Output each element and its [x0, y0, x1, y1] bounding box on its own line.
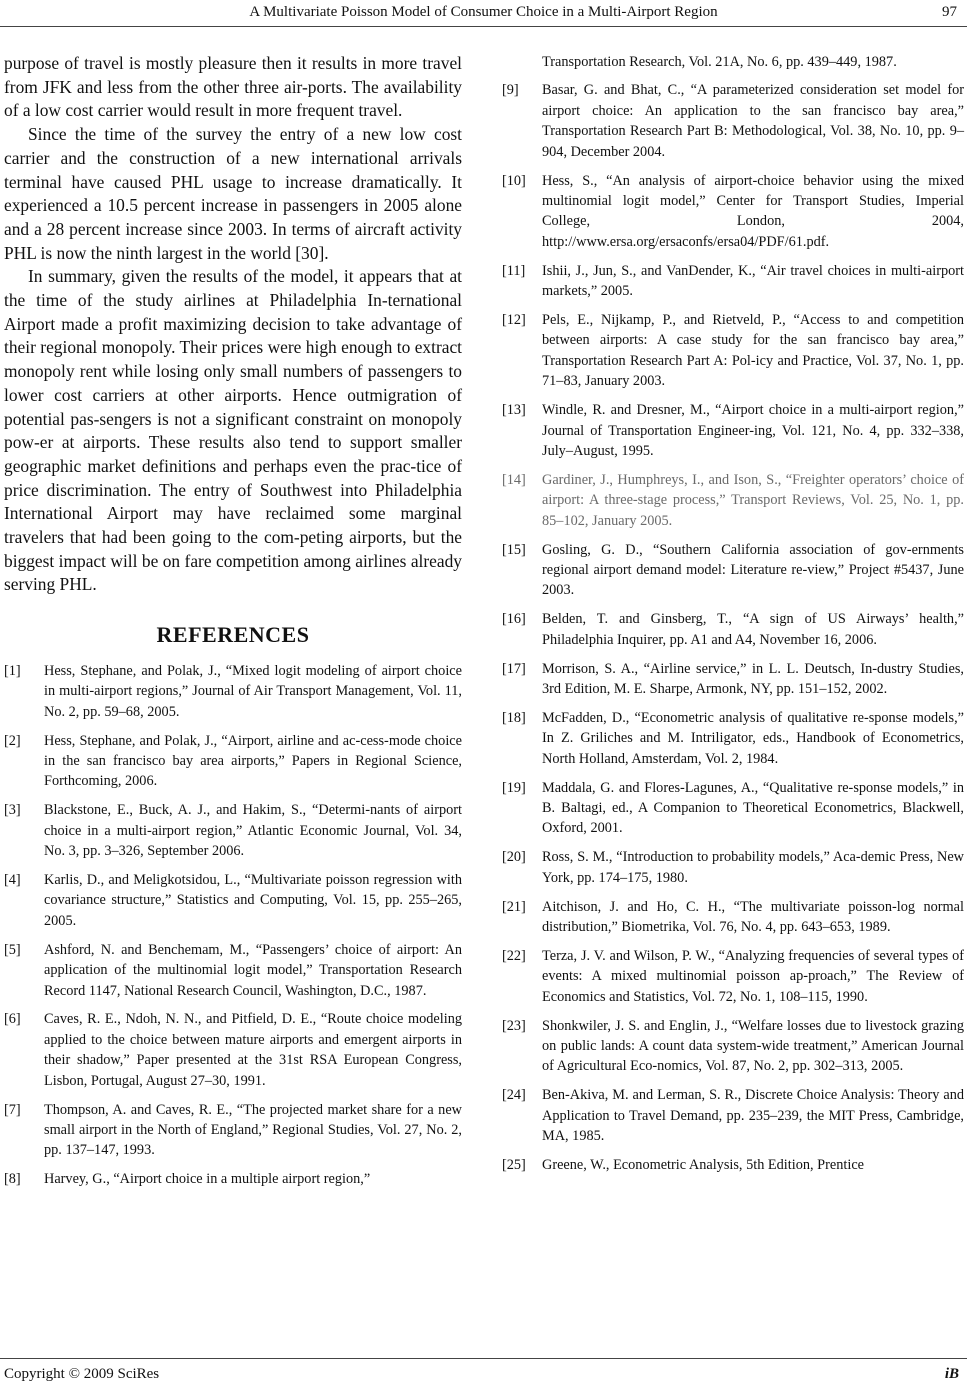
reference-item: [4, 870, 462, 931]
reference-number: [13]: [502, 402, 526, 419]
reference-text: Basar, G. and Bhat, C., “A parameterized consideration set model for airport choice: An application to the san francisco bay area,” Transportation Research Part B: Methodological, Vol. 38, No. 10, pp. 9–904, December 2004.: [542, 82, 964, 160]
reference-number: [1]: [4, 662, 21, 679]
page-header: [0, 0, 967, 28]
reference-text: Windle, R. and Dresner, M., “Airport choice in a multi-airport region,” Journal of Transportation Engineer-ing, Vol. 121, No. 4, pp. 332–338, July–August, 1995.: [542, 402, 964, 459]
footer-rule: [0, 1358, 967, 1359]
reference-text: Ishii, J., Jun, S., and VanDender, K., “Air travel choices in multi-airport markets,” 2005.: [542, 262, 964, 300]
reference-text: Caves, R. E., Ndoh, N. N., and Pitfield, D. E., “Route choice modeling applied to the choice between mature airports and emergent airports in their shadow,” Paper presented at the 31st RSA European Congress, Lisbon, Portugal, August 27–30, 1991.: [44, 1011, 462, 1089]
reference-text: Maddala, G. and Flores-Lagunes, A., “Qualitative re-sponse models,” in B. Baltagi, ed., A Companion to Theoretical Econometrics, Blackwell, Oxford, 2001.: [542, 779, 964, 837]
reference-item: [4, 940, 462, 1001]
reference-text: Pels, E., Nijkamp, P., and Rietveld, P., “Access to and competition between airports: A case study for the san francisco bay area,” Transportation Research Part A: Pol-icy and Practice, Vol. 37, No. 1, pp. 71–83, January 2003.: [542, 311, 964, 390]
reference-item: [502, 540, 964, 601]
reference-number: [22]: [502, 947, 526, 964]
left-column: [4, 52, 462, 1198]
right-column: [502, 52, 964, 1184]
reference-text: Hess, S., “An analysis of airport-choice behavior using the mixed multinomial logit model,” Center for Transport Studies, Imperial College, London, 2004, http://www.ersa.org/ersaconfs/ersa04/PDF/61.pdf.: [542, 172, 964, 250]
reference-text: Aitchison, J. and Ho, C. H., “The multivariate poisson-log normal distribution,” Biometrika, Vol. 76, No. 4, pp. 643–653, 1989.: [542, 898, 964, 936]
reference-item: [502, 261, 964, 302]
reference-item: [502, 310, 964, 392]
reference-item: [502, 659, 964, 700]
reference-text: Gardiner, J., Humphreys, I., and Ison, S., “Freighter operators’ choice of airport: A three-stage process,” Transport Reviews, Vol. 25, No. 1, pp. 85–102, January 2005.: [542, 471, 964, 529]
reference-text: Harvey, G., “Airport choice in a multiple airport region,”: [44, 1171, 371, 1188]
reference-number: [24]: [502, 1087, 526, 1104]
reference-text: Belden, T. and Ginsberg, T., “A sign of US Airways’ health,” Philadelphia Inquirer, pp. A1 and A4, November 16, 2006.: [542, 611, 964, 648]
reference-item: [4, 1009, 462, 1091]
reference-text: Greene, W., Econometric Analysis, 5th Edition, Prentice: [542, 1157, 865, 1174]
reference-item: [4, 800, 462, 861]
reference-number: [17]: [502, 660, 526, 677]
page-footer: [0, 1358, 967, 1386]
reference-number: [18]: [502, 709, 526, 726]
reference-item: [502, 778, 964, 839]
header-rule: [0, 26, 967, 27]
body-paragraph: purpose of travel is mostly pleasure then it results in more travel from JFK and less from the other three air-ports. The availability of a low cost carrier would result in more frequent travel.: [4, 53, 462, 121]
body-paragraph: In summary, given the results of the model, it appears that at the time of the study airlines at Philadelphia In-ternational Airport made a profit maximizing decision to take advantage of their regional monopoly. Their prices were high enough to extract monopoly rent while losing only small numbers of passengers to lower cost carriers at other airports. Hence outmigration of potential pas-sengers is not a significant constraint on monopoly pow-er at airports. These results also tend to support smaller geographic market definitions and perhaps even the prac-tice of price discrimination. The entry of Southwest into Philadelphia International Airport may have reclaimed some marginal travelers that had been going to the com-peting airports, but the biggest impact will be on fare competition among airlines already serving PHL.: [4, 266, 462, 595]
reference-item: [502, 80, 964, 162]
reference-number: [8]: [4, 1171, 21, 1188]
reference-item: [502, 171, 964, 253]
reference-number: [16]: [502, 611, 526, 628]
reference-text: McFadden, D., “Econometric analysis of qualitative re-sponse models,” In Z. Griliches and M. Intriligator, eds., Handbook of Econometrics, North Holland, Amsterdam, Vol. 2, 1984.: [542, 709, 964, 767]
reference-text: Gosling, G. D., “Southern California association of gov-ernments regional airport demand model: Literature re-view,” Project #5437, June 2003.: [542, 541, 964, 599]
reference-item: [502, 470, 964, 531]
reference-number: [6]: [4, 1011, 21, 1028]
reference-item: [4, 1100, 462, 1161]
reference-number: [11]: [502, 262, 526, 279]
reference-number: [7]: [4, 1101, 21, 1118]
reference-item: [502, 708, 964, 769]
reference-number: [12]: [502, 311, 526, 328]
reference-text: Morrison, S. A., “Airline service,” in L. L. Deutsch, In-dustry Studies, 3rd Edition, M. E. Sharpe, Armonk, NY, pp. 151–152, 2002.: [542, 660, 964, 697]
reference-text: Hess, Stephane, and Polak, J., “Airport, airline and ac-cess-mode choice in the san francisco bay area airports,” Papers in Regional Science, Forthcoming, 2006.: [44, 732, 462, 790]
reference-continuation: Transportation Research, Vol. 21A, No. 6, pp. 439–449, 1987.: [542, 54, 897, 70]
reference-item: [4, 731, 462, 792]
reference-number: [4]: [4, 872, 21, 889]
reference-number: [15]: [502, 541, 526, 558]
reference-number: [3]: [4, 802, 21, 819]
reference-number: [23]: [502, 1017, 526, 1034]
reference-item: [502, 400, 964, 461]
reference-text: Ben-Akiva, M. and Lerman, S. R., Discrete Choice Analysis: Theory and Application to Travel Demand, pp. 235–239, the MIT Press, Cambridge, MA, 1985.: [542, 1087, 964, 1145]
reference-item: [4, 661, 462, 722]
reference-item: [502, 897, 964, 938]
reference-text: Hess, Stephane, and Polak, J., “Mixed logit modeling of airport choice in multi-airport regions,” Journal of Air Transport Management, Vol. 11, No. 2, pp. 59–68, 2005.: [44, 662, 462, 720]
reference-number: [2]: [4, 732, 21, 749]
reference-number: [25]: [502, 1157, 526, 1174]
references-heading: REFERENCES: [156, 622, 310, 648]
copyright-notice: Copyright © 2009 SciRes: [4, 1366, 160, 1382]
reference-text: Ross, S. M., “Introduction to probability models,” Aca-demic Press, New York, pp. 174–175, 1980.: [542, 849, 964, 886]
reference-item: [502, 847, 964, 888]
reference-number: [9]: [502, 82, 519, 99]
reference-text: Ashford, N. and Benchemam, M., “Passengers’ choice of airport: An application of the multinomial logit model,” Transportation Research Record 1147, National Research Council, Washington, D.C., 1987.: [44, 941, 462, 999]
reference-item: [502, 1016, 964, 1077]
reference-number: [20]: [502, 849, 526, 866]
reference-number: [19]: [502, 779, 526, 796]
reference-text: Terza, J. V. and Wilson, P. W., “Analyzing frequencies of several types of events: A mixed multinomial poisson ap-proach,” The Review of Economics and Statistics, Vol. 72, No. 1, 108–115, 1990.: [542, 947, 964, 1005]
reference-item: [4, 1169, 462, 1189]
reference-number: [21]: [502, 898, 526, 915]
body-paragraph: Since the time of the survey the entry of a new low cost carrier and the construction of a new international arrivals terminal have caused PHL usage to increase dramatically. It experienced a 10.5 percent increase in passengers in 2005 alone and a 28 percent increase since 2003. In terms of aircraft activity PHL is now the ninth largest in the world [30].: [4, 124, 462, 263]
page-number: 97: [942, 4, 957, 20]
running-title: A Multivariate Poisson Model of Consumer Choice in a Multi-Airport Region: [249, 4, 718, 20]
reference-number: [5]: [4, 941, 21, 958]
reference-text: Karlis, D., and Meligkotsidou, L., “Multivariate poisson regression with covariance structure,” Statistics and Computing, Vol. 15, pp. 255–265, 2005.: [44, 872, 462, 929]
reference-text: Thompson, A. and Caves, R. E., “The projected market share for a new small airport in the North of England,” Regional Studies, Vol. 27, No. 2, pp. 137–147, 1993.: [44, 1101, 462, 1159]
reference-item: [502, 1085, 964, 1146]
reference-text: Blackstone, E., Buck, A. J., and Hakim, S., “Determi-nants of airport choice in a multi-airport region,” Atlantic Economic Journal, Vol. 34, No. 3, pp. 3–326, September 2006.: [44, 802, 462, 860]
reference-item: [502, 946, 964, 1007]
reference-text: Shonkwiler, J. S. and Englin, J., “Welfare losses due to livestock grazing on public lands: A count data system-wide treatment,” American Journal of Agricultural Eco-nomics, Vol. 87, No. 2, pp. 302–313, 2005.: [542, 1017, 964, 1075]
journal-abbrev: iB: [944, 1366, 959, 1382]
reference-number: [10]: [502, 172, 526, 189]
reference-item: [502, 1155, 964, 1175]
reference-item: [502, 609, 964, 650]
reference-number: [14]: [502, 471, 526, 488]
